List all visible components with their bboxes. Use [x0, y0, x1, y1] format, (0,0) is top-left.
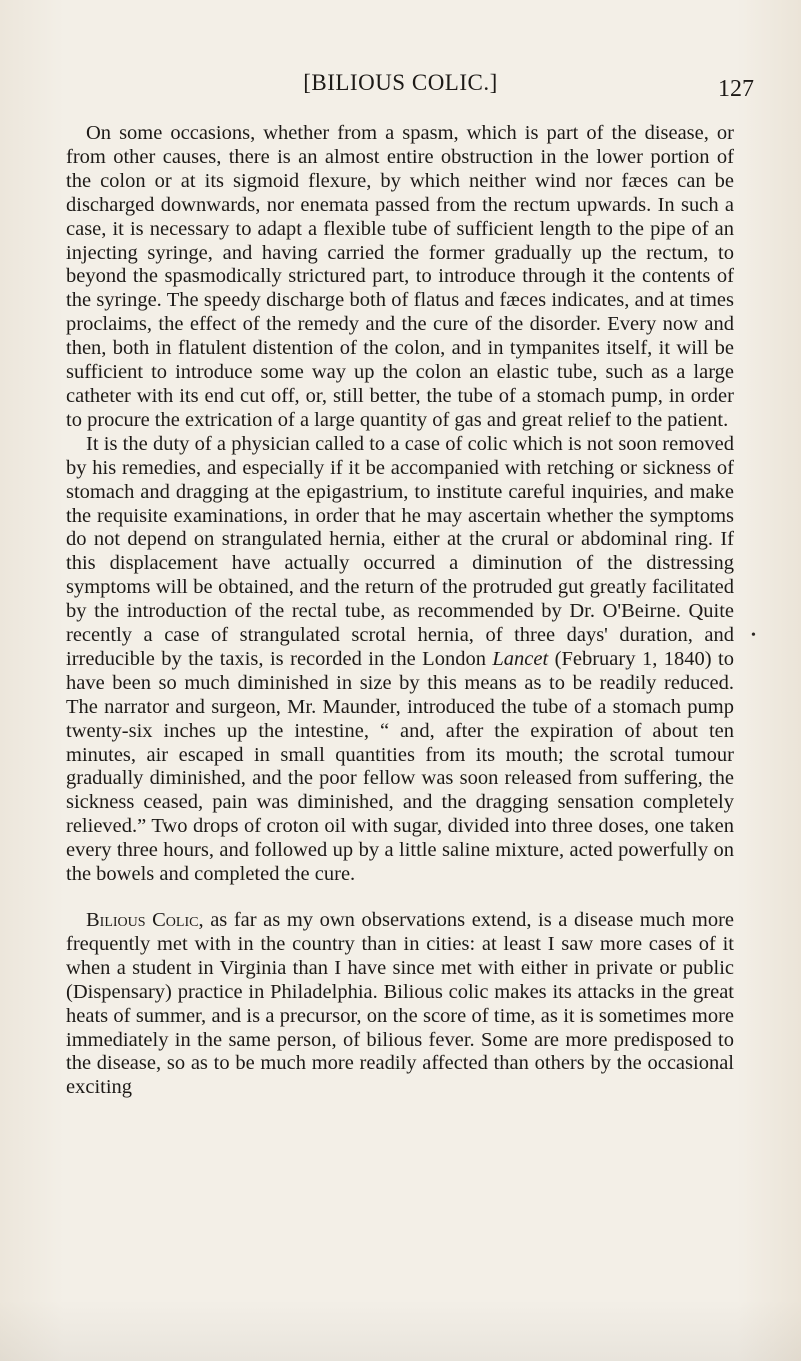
margin-bullet-mark: • [751, 628, 756, 643]
paragraph-hernia-text-a: It is the duty of a physician called to a case of colic which is not soon removed by his remedies, and especially if it be accompanied with retching or sickness of stomach and dragging at the epigastrium, to institute careful inquiries, and make the requisite examinations, in order that he may ascertain whether the symptoms do not depend on strangulated hernia, either at the crural or abdominal ring. If this displacement have actually occurred a diminution of the distressing symptoms will be obtained, and the return of the protruded gut greatly facilitated by the introduction of the rectal tube, as recommended by Dr. O'Beirne. Quite recently a case of strangulated scrotal hernia, of three days' duration, and irreducible by the taxis, is recorded in the London [66, 432, 734, 670]
journal-title-lancet: Lancet [492, 647, 549, 670]
paragraph-obstruction: On some occasions, whether from a spasm, which is part of the disease, or from other causes, there is an almost entire obstruction in the lower portion of the colon or at its sigmoid flexure, by which neither wind nor fæces can be discharged downwards, nor enemata passed from the rectum upwards. In such a case, it is necessary to adapt a flexible tube of sufficient length to the pipe of an injecting syringe, and having carried the former gradually up the rectum, to beyond the spasmodically strictured part, to introduce through it the contents of the syringe. The speedy discharge both of flatus and fæces indicates, and at times proclaims, the effect of the remedy and the cure of the disorder. Every now and then, both in flatulent distention of the colon, and in tympanites itself, it will be sufficient to introduce some way up the colon an elastic tube, such as a large catheter with its end cut off, or, still better, the tube of a stomach pump, in order to procure the extrication of a large quantity of gas and great relief to the patient. [66, 122, 734, 431]
paragraph-hernia [66, 433, 734, 887]
body-text [66, 122, 734, 1100]
paragraph-bilious-colic [66, 909, 734, 1100]
page-bottom-shading [0, 1300, 801, 1361]
page-header [0, 70, 801, 110]
page-number: 127 [718, 76, 754, 102]
paragraph-bilious-colic-text: as far as my own observations extend, is a disease much more frequently met with in the country than in cities: at least I saw more cases of it when a student in Virginia than I have since met with either in private or public (Dispensary) practice in Philadelphia. Bilious colic makes its attacks in the great heats of summer, and is a precursor, on the score of time, as it is sometimes more immediately in the same person, of bilious fever. Some are more predisposed to the disease, so as to be much more readily affected than others by the occasional exciting [66, 909, 734, 1099]
paragraph-hernia-text-b: (February 1, 1840) to have been so much diminished in size by this means as to be readily reduced. The narrator and surgeon, Mr. Maunder, introduced the tube of a stomach pump twenty-six inches up the intestine, “ and, after the expiration of about ten minutes, air escaped in small quantities from its mouth; the scrotal tumour gradually diminished, and the poor fellow was soon released from suffering, the sickness ceased, pain was diminished, and the dragging sensation completely relieved.” Two drops of croton oil with sugar, divided into three doses, one taken every three hours, and followed up by a little saline mixture, acted powerfully on the bowels and completed the cure. [66, 647, 734, 886]
running-head: [BILIOUS COLIC.] [303, 70, 498, 95]
section-lead-term: Bilious Colic, [86, 909, 204, 931]
